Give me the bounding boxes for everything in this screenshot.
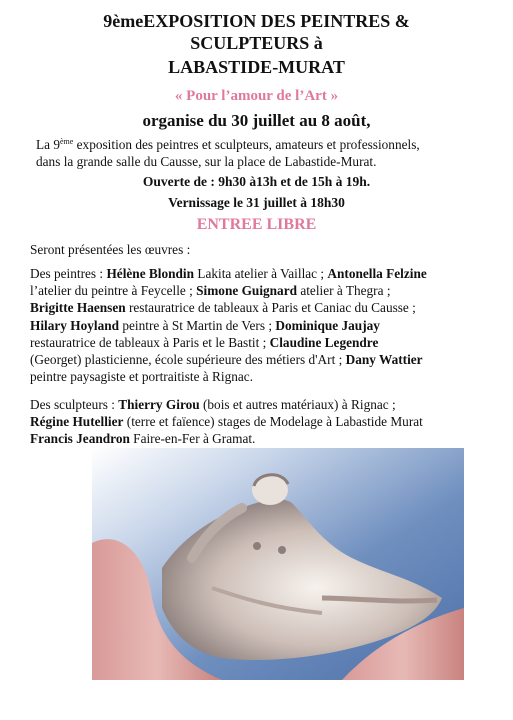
artist-name: Brigitte Haensen bbox=[30, 300, 126, 316]
artist-desc: restauratrice de tableaux à Paris et Caniac du Causse ; bbox=[125, 300, 416, 316]
artist-name: Hilary Hoyland bbox=[30, 317, 120, 333]
artist-name: Antonella Felzine bbox=[327, 266, 427, 281]
artist-name: Simone Guignard bbox=[196, 283, 297, 299]
painters-line-3 bbox=[30, 299, 498, 316]
artist-name: Hélène Blondin bbox=[106, 266, 195, 281]
title-line-3: LABASTIDE-MURAT bbox=[168, 57, 345, 77]
artist-desc: atelier à Thegra ; bbox=[297, 283, 391, 299]
title-line-2: SCULPTEURS à bbox=[190, 33, 323, 53]
sculpture-leg-shadow bbox=[322, 598, 437, 601]
painters-line-1 bbox=[30, 265, 498, 282]
vernissage: Vernissage le 31 juillet à 18h30 bbox=[168, 195, 345, 210]
sculptors-label: Des sculpteurs : bbox=[30, 397, 119, 412]
artist-desc: Lakita atelier à Vaillac ; bbox=[194, 266, 328, 281]
opening-hours: Ouverte de : 9h30 à13h et de 15h à 19h. bbox=[142, 174, 371, 189]
artist-desc: l’atelier du peintre à Feycelle ; bbox=[30, 283, 197, 299]
artist-name: Francis Jeandron bbox=[30, 431, 130, 447]
painters-list bbox=[30, 265, 498, 385]
painters-line-2 bbox=[30, 282, 498, 299]
sculpture-photo-art bbox=[92, 448, 464, 680]
artist-desc: Faire-en-Fer à Gramat. bbox=[129, 431, 256, 447]
seront-line: Seront présentées les œuvres : bbox=[30, 242, 191, 257]
intro-sup: ème bbox=[60, 137, 74, 146]
artist-name: Dany Wattier bbox=[345, 351, 423, 367]
intro-pre: La 9 bbox=[36, 137, 60, 152]
artist-desc: (terre et faïence) stages de Modelage à Labastide Murat bbox=[123, 414, 423, 430]
artist-name: Régine Hutellier bbox=[30, 414, 124, 430]
sculptors-line-3 bbox=[30, 430, 498, 447]
painters-label: Des peintres : bbox=[30, 266, 107, 281]
painters-line-5 bbox=[30, 334, 498, 351]
intro-rest: exposition des peintres et sculpteurs, amateurs et professionnels, bbox=[73, 137, 420, 152]
artist-desc: peintre à St Martin de Vers ; bbox=[119, 317, 276, 333]
sculptors-list bbox=[30, 396, 498, 448]
painters-line-6 bbox=[30, 351, 498, 368]
entree-libre: ENTREE LIBRE bbox=[196, 216, 317, 233]
intro-line-2: dans la grande salle du Causse, sur la place de Labastide-Murat. bbox=[36, 154, 377, 169]
intro-paragraph bbox=[36, 136, 486, 170]
sculptors-line-2 bbox=[30, 413, 498, 430]
title-line-1: 9èmeEXPOSITION DES PEINTRES & bbox=[103, 11, 410, 31]
artist-desc: restauratrice de tableaux à Paris et le Bastit ; bbox=[30, 334, 270, 350]
artist-desc: (bois et autres matériaux) à Rignac ; bbox=[199, 397, 396, 412]
painters-line-7 bbox=[30, 368, 498, 385]
sculpture-detail bbox=[278, 546, 286, 554]
subtitle: « Pour l’amour de l’Art » bbox=[174, 88, 339, 104]
sculpture-detail bbox=[253, 542, 261, 550]
artist-desc: peintre paysagiste et portraitiste à Rignac. bbox=[30, 369, 254, 385]
artist-name: Claudine Legendre bbox=[269, 334, 379, 350]
artist-desc: (Georget) plasticienne, école supérieure des métiers d'Art ; bbox=[30, 351, 346, 367]
dates: organise du 30 juillet au 8 août, bbox=[142, 111, 371, 130]
sculpture-photo bbox=[92, 448, 464, 680]
artist-name: Dominique Jaujay bbox=[275, 317, 380, 333]
artist-name: Thierry Girou bbox=[118, 397, 200, 412]
painters-line-4 bbox=[30, 317, 498, 334]
sculptors-line-1 bbox=[30, 396, 498, 413]
